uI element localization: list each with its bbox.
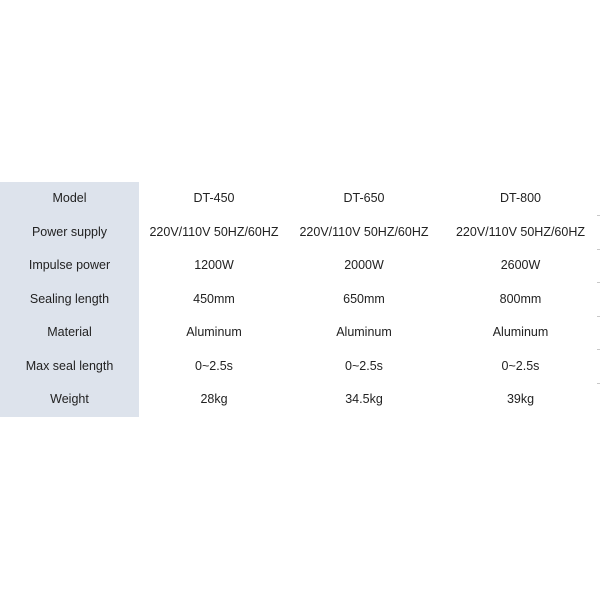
- cell-dt-800: 39kg: [506, 392, 535, 406]
- table-row-material: [0, 316, 600, 350]
- cell-dt-800: 0~2.5s: [501, 358, 540, 373]
- row-label: Sealing length: [29, 291, 110, 306]
- cell-dt-800: Aluminum: [492, 325, 549, 339]
- cell-dt-450: DT-450: [193, 191, 235, 205]
- table-row-model: [0, 182, 600, 216]
- cell-dt-650: 2000W: [344, 258, 384, 272]
- cell-dt-450: 220V/110V 50HZ/60HZ: [149, 224, 279, 239]
- cell-dt-450: Aluminum: [186, 325, 242, 339]
- cell-dt-650: 220V/110V 50HZ/60HZ: [299, 224, 429, 239]
- cell-dt-650: DT-650: [343, 191, 385, 205]
- cell-dt-450: 0~2.5s: [195, 358, 233, 373]
- cell-dt-800: 2600W: [500, 258, 541, 272]
- cell-dt-650: Aluminum: [336, 325, 392, 339]
- spec-table: [0, 182, 600, 417]
- table-row-power-supply: [0, 216, 600, 250]
- table-row-weight: [0, 383, 600, 417]
- cell-dt-450: 28kg: [200, 392, 228, 406]
- table-row-max-seal-length: [0, 350, 600, 384]
- cell-dt-650: 0~2.5s: [345, 358, 383, 373]
- row-label: Power supply: [31, 224, 108, 239]
- row-label: Material: [47, 325, 92, 339]
- row-label: Impulse power: [28, 258, 111, 272]
- table-row-sealing-length: [0, 283, 600, 317]
- row-label: Max seal length: [25, 358, 114, 373]
- cell-dt-800: 800mm: [499, 291, 542, 306]
- cell-dt-650: 650mm: [343, 291, 385, 306]
- cell-dt-450: 450mm: [193, 291, 235, 306]
- cell-dt-450: 1200W: [194, 258, 234, 272]
- row-label: Model: [52, 191, 87, 205]
- row-label: Weight: [50, 392, 89, 406]
- cell-dt-800: DT-800: [500, 191, 541, 205]
- cell-dt-800: 220V/110V 50HZ/60HZ: [455, 224, 585, 239]
- table-row-impulse-power: [0, 249, 600, 283]
- cell-dt-650: 34.5kg: [345, 392, 383, 406]
